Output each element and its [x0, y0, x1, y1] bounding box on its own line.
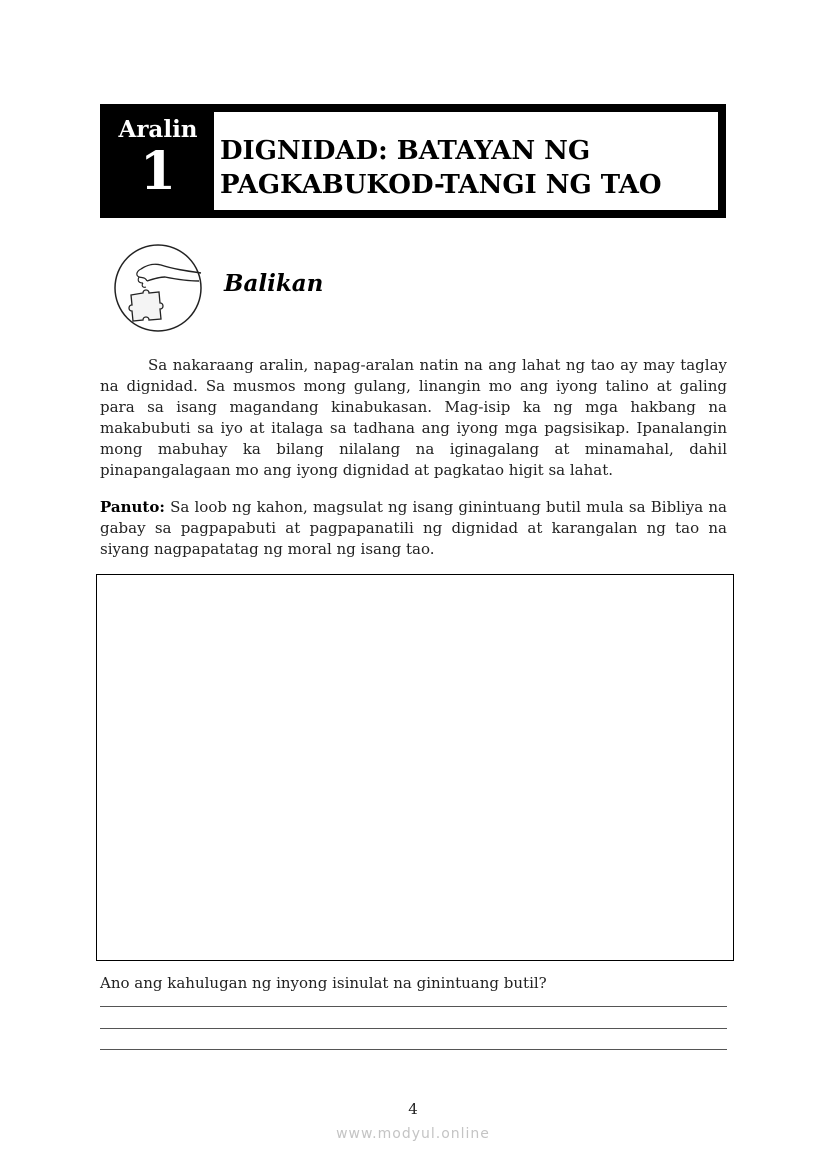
- lesson-word: Aralin: [118, 116, 198, 143]
- lesson-title-block: [212, 110, 720, 212]
- lesson-header: [100, 104, 726, 218]
- lesson-title-line1: DIGNIDAD: BATAYAN NG: [220, 136, 591, 166]
- directions-paragraph: [100, 497, 727, 560]
- lesson-title-line2: PAGKABUKOD-TANGI NG TAO: [220, 170, 662, 200]
- directions-text: Sa loob ng kahon, magsulat ng isang ginintuang butil mula sa Bibliya na gabay sa pagpapabuti at pagpapanatili ng dignidad at karangalan ng tao na siyang nagpapatatag ng moral ng isang tao.: [100, 498, 727, 558]
- answer-box[interactable]: [96, 574, 734, 961]
- question-text: Ano ang kahulugan ng inyong isinulat na ginintuang butil?: [100, 974, 547, 992]
- answer-line[interactable]: [100, 1028, 727, 1029]
- watermark: www.modyul.online: [336, 1126, 490, 1142]
- page-number: 4: [408, 1100, 418, 1118]
- hand-puzzle-piece-icon: [113, 243, 203, 333]
- intro-paragraph: Sa nakaraang aralin, napag-aralan natin na ang lahat ng tao ay may taglay na dignidad. Sa musmos mong gulang, linangin mo ang iyong talino at galing para sa isang magandang kinabukasan. Mag-isip ka ng mga hakbang na makabubuti sa iyo at italaga sa tadhana ang iyong mga pagsisikap. Ipanalangin mong mabuhay ka bilang nilalang na iginagalang at minamahal, dahil pinapangalagaan mo ang iyong dignidad at pagkatao higit sa lahat.: [100, 356, 727, 479]
- answer-line[interactable]: [100, 1049, 727, 1050]
- directions-label: Panuto:: [100, 498, 165, 516]
- section-title: Balikan: [224, 270, 324, 297]
- lesson-number: 1: [139, 141, 177, 202]
- lesson-number-block: [106, 110, 210, 214]
- lesson-title: [220, 134, 662, 202]
- answer-line[interactable]: [100, 1006, 727, 1007]
